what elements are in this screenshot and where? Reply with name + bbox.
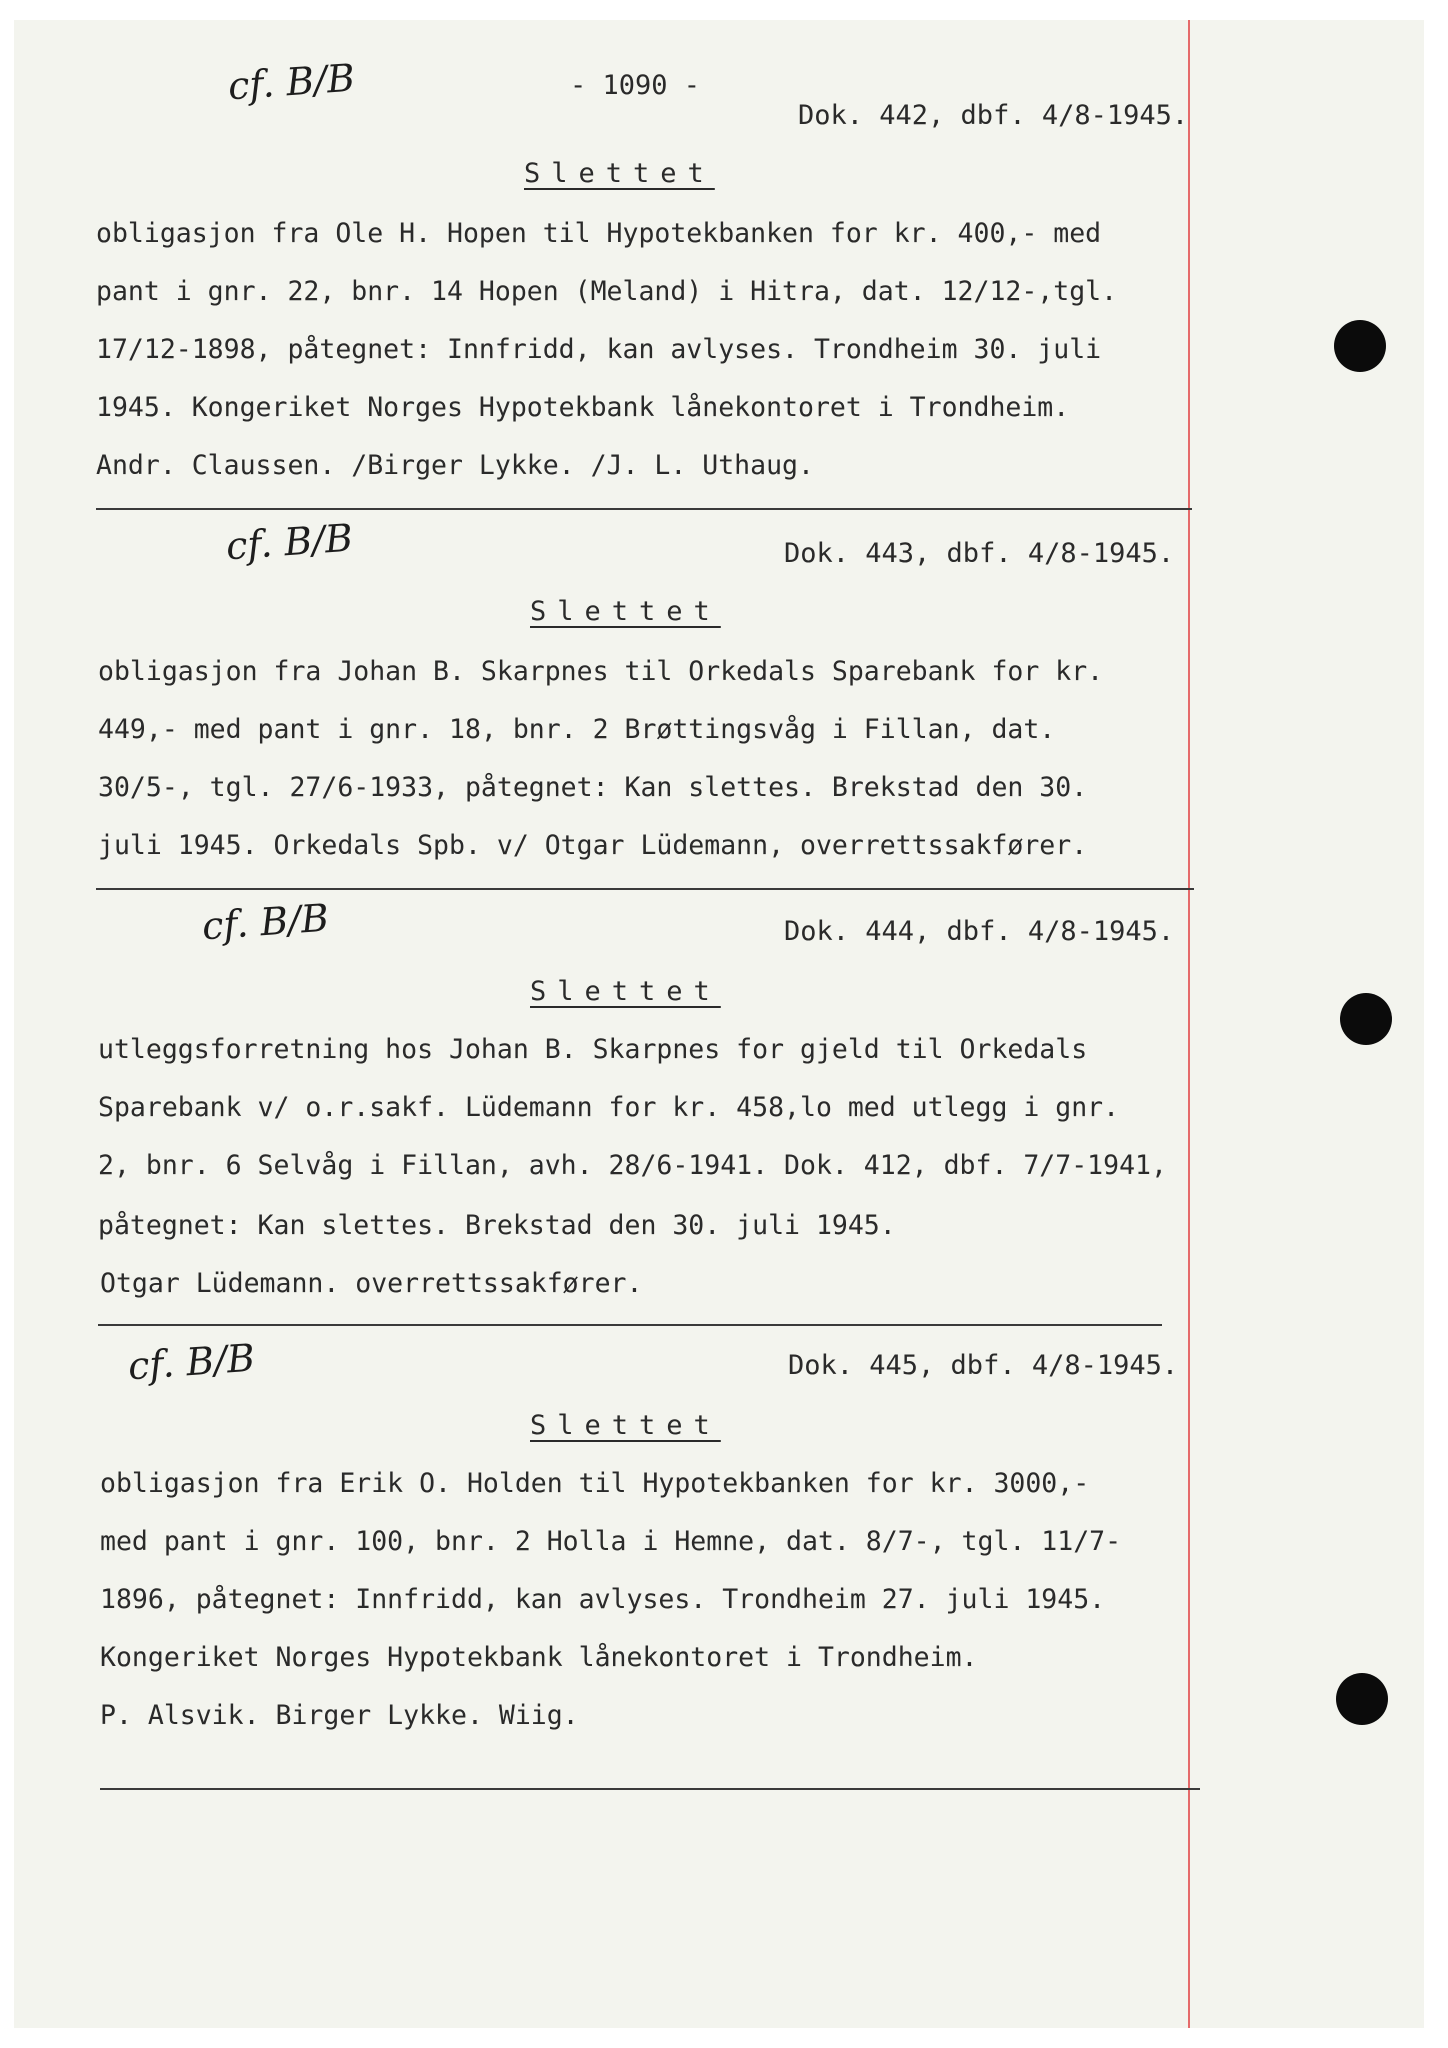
entry-separator <box>96 888 1194 890</box>
handwritten-note: cf. B/B <box>226 55 357 109</box>
entry-text-line: Andr. Claussen. /Birger Lykke. /J. L. Uthaug. <box>96 450 814 481</box>
entry-heading: Slettet <box>530 596 721 627</box>
entry-heading: Slettet <box>530 1410 721 1441</box>
entry-text-line: utleggsforretning hos Johan B. Skarpnes for gjeld til Orkedals <box>98 1034 1088 1065</box>
document-reference: Dok. 442, dbf. 4/8-1945. <box>798 100 1189 131</box>
entry-heading: Slettet <box>524 158 715 189</box>
entry-text-line: påtegnet: Kan slettes. Brekstad den 30. juli 1945. <box>98 1210 896 1241</box>
entry-text-line: 2, bnr. 6 Selvåg i Fillan, avh. 28/6-1941. Dok. 412, dbf. 7/7-1941, <box>98 1150 1167 1181</box>
entry-text-line: obligasjon fra Ole H. Hopen til Hypotekbanken for kr. 400,- med <box>96 218 1102 249</box>
entry-text-line: Sparebank v/ o.r.sakf. Lüdemann for kr. 458,lo med utlegg i gnr. <box>98 1092 1120 1123</box>
entry-text-line: Otgar Lüdemann. overrettssakfører. <box>100 1268 643 1299</box>
document-reference: Dok. 444, dbf. 4/8-1945. <box>784 916 1175 947</box>
entry-text-line: 1945. Kongeriket Norges Hypotekbank lånekontoret i Trondheim. <box>96 392 1070 423</box>
handwritten-note: cf. B/B <box>200 895 331 949</box>
entry-text-line: obligasjon fra Erik O. Holden til Hypotekbanken for kr. 3000,- <box>100 1468 1090 1499</box>
binder-hole <box>1336 1673 1388 1725</box>
entry-text-line: juli 1945. Orkedals Spb. v/ Otgar Lüdemann, overrettssakfører. <box>98 830 1088 861</box>
entry-heading: Slettet <box>530 976 721 1007</box>
page-number: - 1090 - <box>570 70 701 101</box>
document-reference: Dok. 445, dbf. 4/8-1945. <box>788 1350 1179 1381</box>
entry-text-line: obligasjon fra Johan B. Skarpnes til Orkedals Sparebank for kr. <box>98 656 1104 687</box>
entry-text-line: 30/5-, tgl. 27/6-1933, påtegnet: Kan slettes. Brekstad den 30. <box>98 772 1088 803</box>
handwritten-note: cf. B/B <box>126 1335 257 1389</box>
red-margin-line <box>1188 20 1190 2028</box>
entry-text-line: 449,- med pant i gnr. 18, bnr. 2 Brøttingsvåg i Fillan, dat. <box>98 714 1056 745</box>
binder-hole <box>1340 993 1392 1045</box>
entry-separator <box>96 508 1192 510</box>
binder-hole <box>1334 320 1386 372</box>
entry-text-line: 1896, påtegnet: Innfridd, kan avlyses. Trondheim 27. juli 1945. <box>100 1584 1106 1615</box>
entry-text-line: P. Alsvik. Birger Lykke. Wiig. <box>100 1700 579 1731</box>
entry-separator <box>100 1788 1200 1790</box>
entry-text-line: Kongeriket Norges Hypotekbank lånekontoret i Trondheim. <box>100 1642 978 1673</box>
document-reference: Dok. 443, dbf. 4/8-1945. <box>784 538 1175 569</box>
entry-text-line: med pant i gnr. 100, bnr. 2 Holla i Hemne, dat. 8/7-, tgl. 11/7- <box>100 1526 1122 1557</box>
entry-text-line: pant i gnr. 22, bnr. 14 Hopen (Meland) i Hitra, dat. 12/12-,tgl. <box>96 276 1118 307</box>
entry-separator <box>98 1324 1162 1326</box>
handwritten-note: cf. B/B <box>224 515 355 569</box>
entry-text-line: 17/12-1898, påtegnet: Innfridd, kan avlyses. Trondheim 30. juli <box>96 334 1102 365</box>
